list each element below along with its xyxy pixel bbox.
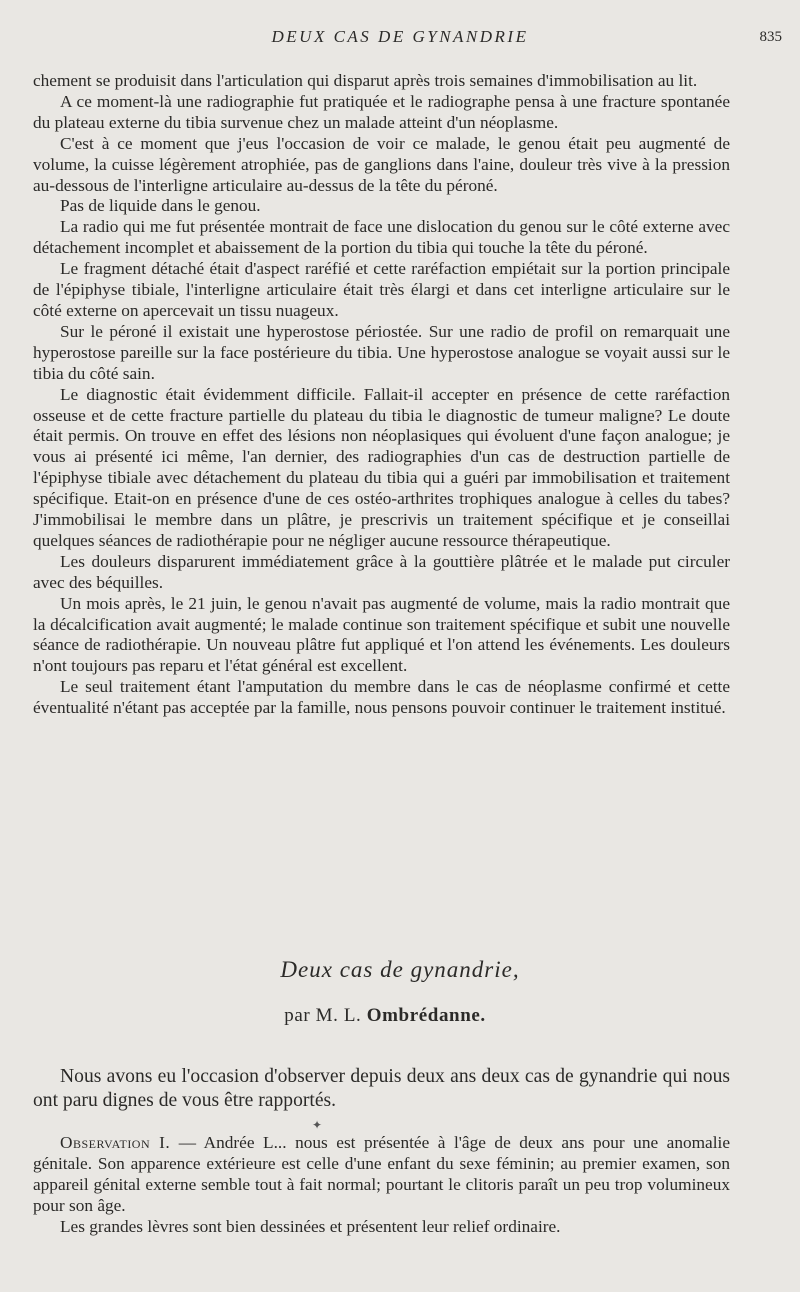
paragraph: A ce moment-là une radiographie fut pratiquée et le radiographe pensa à une fracture spontanée du plateau externe du tibia survenue chez un malade atteint d'un néoplasme. xyxy=(33,91,730,132)
article-title: Deux cas de gynandrie, xyxy=(280,957,520,982)
byline-prefix: par M. L. xyxy=(284,1005,362,1026)
page-number: 835 xyxy=(759,29,782,45)
paragraph: Un mois après, le 21 juin, le genou n'avait pas augmenté de volume, mais la radio montrait que la décalcification avait augmenté; le malade continue son traitement spécifique et subit une nouvelle séance de radiothérapie. Un nouveau plâtre fut appliqué et l'on attend les événements. Les douleurs n'ont toujours pas reparu et l'état général est excellent. xyxy=(33,593,730,676)
ink-mark-icon: ✦ xyxy=(312,1118,323,1132)
paragraph: La radio qui me fut présentée montrait de face une dislocation du genou sur le côté externe avec détachement incomplet et abaissement de la portion du tibia qui touche la tête du péroné. xyxy=(33,217,730,258)
paragraph: Sur le péroné il existait une hyperostose périostée. Sur une radio de profil on remarquait une hyperostose pareille sur la face postérieure du tibia. Une hyperostose analogue se voyait aussi sur le tibia du côté sain. xyxy=(33,321,730,383)
observation-text: — Andrée L... nous est présentée à l'âge de deux ans pour une anomalie génitale. Son apparence extérieure est celle d'une enfant du sexe féminin; au premier examen, son appareil génital externe semble tout à fait normal; pourtant le clitoris paraît un peu trop volumineux pour son âge. xyxy=(33,1133,730,1215)
previous-article-body xyxy=(33,71,730,719)
article-intro xyxy=(33,1065,730,1113)
paragraph: Le diagnostic était évidemment difficile. Fallait-il accepter en présence de cette raréfaction osseuse et de cette fracture partielle du plateau du tibia le diagnostic de tumeur maligne? Le doute était permis. On trouve en effet des lésions non néoplasiques qui évoluent d'une façon analogue; je vous ai présenté ici même, l'an dernier, des radiographies d'un cas de destruction partielle de l'épiphyse tibiale avec détachement du plateau du tibia qui a guéri par immobilisation et traitement spécifique. Etait-on en présence d'une de ces ostéo-arthrites trophiques analogue à celles du tabes? J'immobilisai le membre dans un plâtre, je prescrivis un traitement spécifique et je conseillai quelques séances de radiothérapie pour ne négliger aucune ressource thérapeutique. xyxy=(33,384,730,550)
observation-paragraph xyxy=(33,1132,730,1216)
paragraph: Pas de liquide dans le genou. xyxy=(60,196,261,216)
intro-paragraph: Nous avons eu l'occasion d'observer depuis deux ans deux cas de gynandrie qui nous ont paru dignes de vous être rapportés. xyxy=(33,1066,730,1111)
byline xyxy=(0,1005,770,1027)
observation-label: Observation I. xyxy=(60,1133,171,1152)
page-header xyxy=(0,27,800,51)
observation-paragraph: Les grandes lèvres sont bien dessinées et présentent leur relief ordinaire. xyxy=(60,1217,561,1236)
paragraph: chement se produisit dans l'articulation qui disparut après trois semaines d'immobilisation au lit. xyxy=(33,71,698,90)
paragraph: C'est à ce moment que j'eus l'occasion de voir ce malade, le genou était peu augmenté de volume, la cuisse légèrement atrophiée, pas de ganglions dans l'aine, douleur très vive à la pression au-dessous de l'interligne articulaire au-dessus de la tête du péroné. xyxy=(33,133,730,195)
paragraph: Le fragment détaché était d'aspect raréfié et cette raréfaction empiétait sur la portion principale de l'épiphyse tibiale, l'interligne articulaire était très élargi et dans cet interligne articulaire sur le côté externe on apercevait un tissu nuageux. xyxy=(33,259,730,320)
byline-author: Ombrédanne. xyxy=(366,1005,486,1026)
paragraph: Les douleurs disparurent immédiatement grâce à la gouttière plâtrée et le malade put circuler avec des béquilles. xyxy=(33,551,730,592)
observation-section xyxy=(33,1132,730,1237)
running-title: DEUX CAS DE GYNANDRIE xyxy=(271,27,529,46)
paragraph: Le seul traitement étant l'amputation du membre dans le cas de néoplasme confirmé et cette éventualité n'étant pas acceptée par la famille, nous pensons pouvoir continuer le traitement institué. xyxy=(33,677,730,718)
